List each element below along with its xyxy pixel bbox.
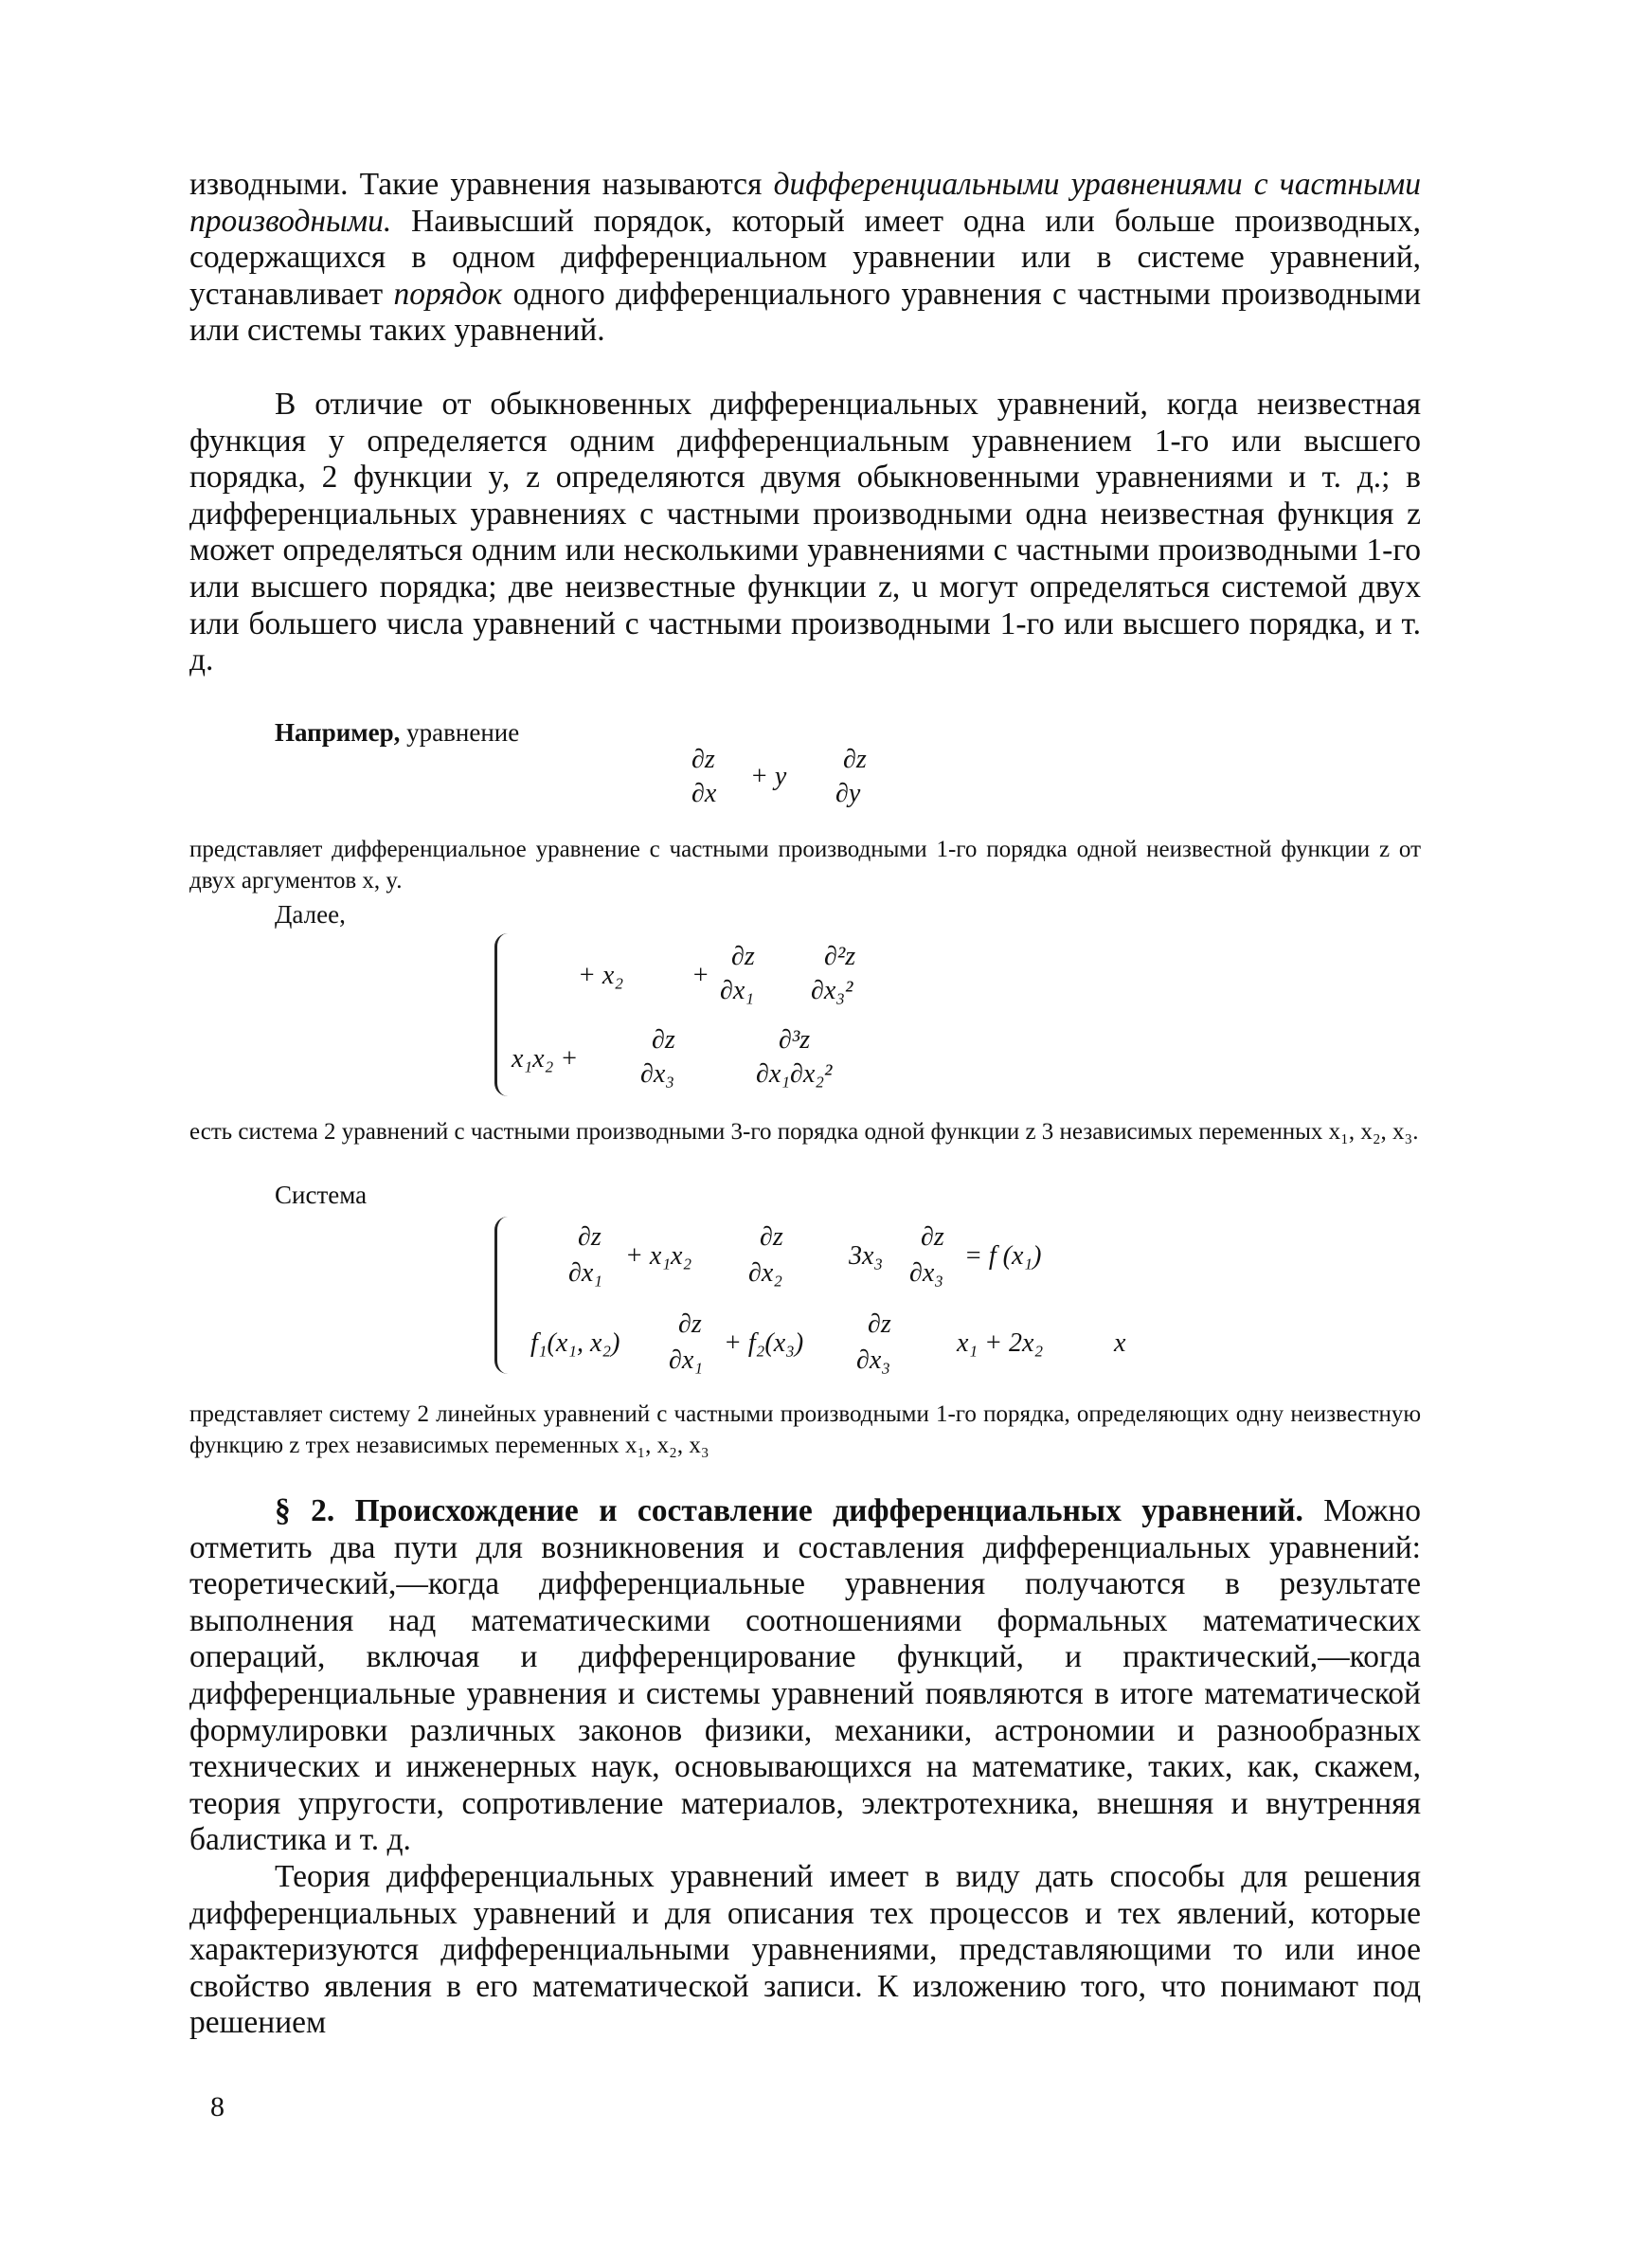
right-hand-side: x₁ + 2x₂ xyxy=(957,1328,1044,1358)
fraction-denominator: ∂x₁ xyxy=(720,976,754,1005)
fraction-denominator: ∂x₃ xyxy=(909,1258,943,1288)
system-brace xyxy=(494,1217,511,1374)
section-2-paragraph xyxy=(189,1493,1421,1859)
italic-term: дифференциальными уравнениями с частными производными. xyxy=(189,167,1421,239)
term: f₁(x₁, x₂) xyxy=(530,1328,620,1358)
fraction-numerator: ∂z xyxy=(760,1222,783,1252)
fraction-denominator: ∂x₁ xyxy=(669,1345,703,1375)
paragraph-intro xyxy=(189,167,1421,350)
system-brace xyxy=(494,933,511,1096)
formula-example xyxy=(682,745,928,830)
section-heading: § 2. Происхождение и составление дифференциальных уравнений. xyxy=(275,1493,1303,1528)
fraction-denominator: ∂x xyxy=(691,779,717,808)
fraction-denominator: ∂x₁ xyxy=(568,1258,602,1288)
fraction-numerator: ∂z xyxy=(868,1309,891,1339)
example-label-rest: уравнение xyxy=(400,718,520,747)
fraction-numerator: ∂z xyxy=(731,942,755,971)
operator: + y xyxy=(750,762,787,791)
formula-system-1 xyxy=(512,938,909,1099)
fraction-numerator: ∂z xyxy=(652,1025,675,1055)
fraction-denominator: ∂x₃ xyxy=(640,1059,674,1089)
text-run: Наивысший порядок, который имеет одна или больше производных, содержащихся в одном дифференциальном уравнении или в системе уравнений, устанавливает xyxy=(189,203,1421,312)
fraction-numerator: ∂z xyxy=(678,1309,702,1339)
example-label xyxy=(275,718,519,748)
fraction-numerator: ∂z xyxy=(921,1222,944,1252)
fraction-denominator: ∂x₃ xyxy=(856,1345,890,1375)
text-system-1-explanation: есть система 2 уравнений с частными производными 3-го порядка одной функции z 3 независимых переменных x₁, x₂, x₃. xyxy=(189,1119,1419,1145)
formula-system-2 xyxy=(512,1222,1156,1380)
right-hand-side: = f (x₁) xyxy=(964,1241,1042,1271)
further-label: Далее, xyxy=(275,900,346,929)
paragraph-comparison: В отличие от обыкновенных дифференциальных уравнений, когда неизвестная функция y определяется одним дифференциальным уравнением 1-го или высшего порядка, 2 функции y, z определяются двумя обыкновенными уравнениями и т. д.; в дифференциальных уравнениях с частными производными одна неизвестная функция z может определяться одним или несколькими уравнениями с частными производными 1-го или высшего порядка; две неизвестные функции z, u могут определяться системой двух или большего числа уравнений с частными производными 1-го или высшего порядка, и т. д. xyxy=(189,387,1421,678)
fraction-numerator: ∂³z xyxy=(779,1025,811,1055)
fraction-denominator: ∂x₃² xyxy=(811,976,853,1005)
fraction-numerator: ∂z xyxy=(843,745,867,774)
term: x xyxy=(1114,1328,1126,1358)
fraction-denominator: ∂y xyxy=(835,779,861,808)
operator: + xyxy=(691,961,709,990)
term: + x₂ xyxy=(578,961,624,990)
fraction-numerator: ∂z xyxy=(578,1222,602,1252)
fraction-denominator: ∂x₁∂x₂² xyxy=(756,1059,833,1089)
page-number: 8 xyxy=(210,2091,224,2122)
italic-term: порядок xyxy=(393,276,503,312)
text-run: одного дифференциального уравнения с частными производными или системы таких уравнений. xyxy=(189,276,1422,349)
term: x₁x₂ + xyxy=(512,1044,579,1074)
system-label: Система xyxy=(275,1181,368,1209)
text-example-explanation: представляет дифференциальное уравнение с частными производными 1-го порядка одной неизвестной функции z от двух аргументов x, y. xyxy=(189,837,1421,894)
text-run: изводными. Такие уравнения называются xyxy=(189,167,774,202)
example-label-bold: Например, xyxy=(275,718,401,747)
operator: + x₁x₂ xyxy=(625,1241,692,1271)
fraction-numerator: ∂²z xyxy=(824,942,856,971)
operator: + f₂(x₃) xyxy=(724,1328,804,1358)
paragraph-theory: Теория дифференциальных уравнений имеет в виду дать способы для решения дифференциальных уравнений и для описания тех процессов и тех явлений, которые характеризуются дифференциальными уравнениями, представляющими то или иное свойство явления в его математической записи. К изложению того, что понимают под решением xyxy=(189,1859,1421,2041)
text-run: Можно отметить два пути для возникновения и составления дифференциальных уравнений: теоретический,—когда дифференциальные уравнения получаются в результате выполнения над математическими соотношениями формальных математических операций, включая и дифференцирование функций, и практический,—когда дифференциальные уравнения и системы уравнений появляются в итоге математической формулировки различных законов физики, механики, астрономии и разнообразных технических и инженерных наук, основывающихся на математике, таких, как, скажем, теория упругости, сопротивление материалов, электротехника, внешняя и внутренняя балистика и т. д. xyxy=(189,1493,1421,1858)
term: 3x₃ xyxy=(849,1241,884,1271)
fraction-denominator: ∂x₂ xyxy=(748,1258,782,1288)
fraction-numerator: ∂z xyxy=(691,745,715,774)
text-system-2-explanation: представляет систему 2 линейных уравнений с частными производными 1-го порядка, определяющих одну неизвестную функцию z трех независимых переменных x₁, x₂, x₃ xyxy=(189,1401,1421,1458)
